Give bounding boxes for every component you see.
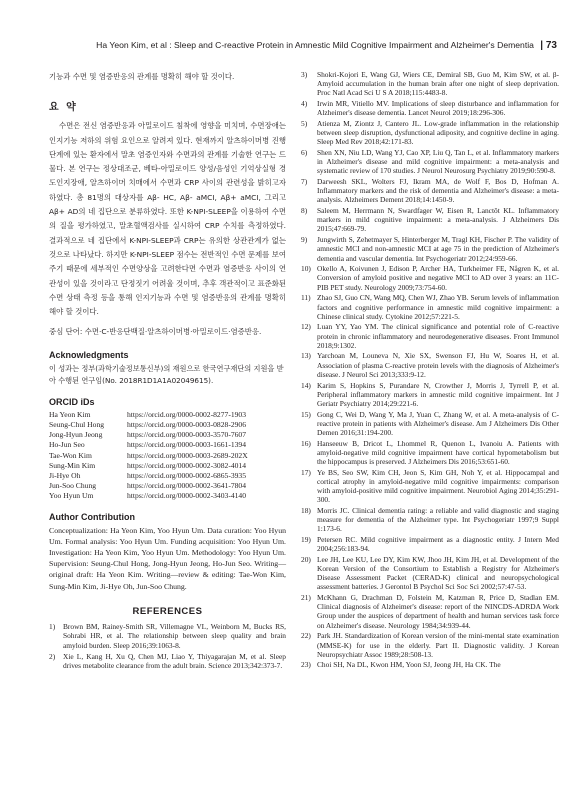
reference-item (301, 206, 559, 233)
reference-number: 13) (301, 351, 311, 361)
orcid-row (49, 420, 286, 430)
references-list-right (301, 70, 559, 670)
reference-number: 9) (301, 235, 308, 245)
reference-text: Atienza M, Ziontz J, Cantero JL. Low-grade inflammation in the relationship between sleep disruption, dysfunctional adiposity, and cognitive decline in aging. Sleep Med Rev 2018;42:171-83. (317, 118, 559, 147)
reference-number: 16) (301, 438, 311, 448)
reference-text: Darweesh SKL, Wolters FJ, Ikram MA, de Wolf F, Bos D, Hofman A. Inflammatory markers and the risk of dementia and Alzheimer's disease: a meta-analysis. Alzheimers Dement 2018;14:1450-9. (317, 177, 559, 205)
reference-item (301, 322, 559, 349)
reference-item (301, 381, 559, 408)
reference-number: 23) (301, 660, 311, 670)
reference-text: Shen XN, Niu LD, Wang YJ, Cao XP, Liu Q, Tan L, et al. Inflammatory markers in Alzheimer's disease and mild cognitive impairment: a meta-analysis and systematic review of 170 studies. J Neurol Neurosurg Psychiatry 2019;90:590-8. (317, 148, 559, 176)
reference-number: 14) (301, 380, 311, 390)
reference-text: Gong C, Wei D, Wang Y, Ma J, Yuan C, Zhang W, et al. A meta-analysis of C-reactive protein in patients with Alzheimer's disease. Am J Alzheimers Dis Other Demen 2016;31:194-200. (317, 409, 559, 437)
reference-item (49, 622, 286, 650)
reference-item (49, 652, 286, 671)
orcid-row (49, 440, 286, 450)
orcid-row (49, 461, 286, 471)
orcid-heading: ORCID iDs (49, 396, 95, 407)
reference-item (301, 506, 559, 533)
reference-text: Hanseeuw B, Dricot L, Lhommel R, Quenon L, Ivanoiu A. Patients with amyloid-negative mild cognitive impairment have cortical hypometabolism but the hippocampus is preserved. J Alzheimers Dis 2016;53:651-60. (317, 438, 559, 466)
reference-number: 5) (301, 118, 308, 128)
orcid-link[interactable]: https://orcid.org/0000-0003-2689-202X (127, 450, 248, 460)
reference-number: 21) (301, 593, 311, 603)
reference-item (301, 631, 559, 658)
orcid-author-name: Seung-Chul Hong (49, 419, 105, 429)
reference-text: Morris JC. Clinical dementia rating: a reliable and valid diagnostic and staging measure for dementia of the Alzheimer type. Int Psychogeriatr 1997;9 Suppl 1:173-6. (317, 505, 559, 534)
reference-text: Yarchoan M, Louneva N, Xie SX, Swenson FJ, Hu W, Soares H, et al. Association of plasma C-reactive protein levels with the diagnosis of Alzheimer's disease. J Neurol Sci 2013;333:9-12. (317, 351, 559, 379)
reference-text: Karim S, Hopkins S, Purandare N, Crowther J, Morris J, Tyrrell P, et al. Peripheral inflammatory markers in amnestic mild cognitive impairment. Int J Geriatr Psychiatry 2014;29:221-6. (317, 380, 559, 408)
right-column (301, 70, 559, 671)
reference-number: 20) (301, 554, 311, 564)
reference-number: 3) (301, 70, 308, 79)
orcid-table (49, 410, 286, 502)
reference-number: 17) (301, 467, 311, 477)
reference-item (301, 264, 559, 291)
orcid-author-name: Yoo Hyun Um (49, 491, 94, 501)
reference-number: 2) (49, 651, 56, 661)
orcid-row (49, 430, 286, 440)
orcid-row (49, 451, 286, 461)
running-title: Ha Yeon Kim, et al : Sleep and C-reactive Protein in Amnestic Mild Cognitive Impairment and Alzheimer's Dementia (96, 40, 534, 50)
orcid-row (49, 471, 286, 481)
intro-tail: 기능과 수면 및 염증반응의 관계를 명확히 해야 할 것이다. (49, 72, 235, 81)
reference-item (301, 99, 559, 117)
orcid-link[interactable]: https://orcid.org/0000-0002-3082-4014 (127, 460, 247, 470)
orcid-link[interactable]: https://orcid.org/0000-0003-0828-2906 (127, 419, 247, 429)
author-contribution-heading: Author Contribution (49, 511, 135, 522)
reference-number: 1) (49, 621, 56, 631)
acknowledgments-heading: Acknowledgments (49, 349, 129, 360)
author-contribution-body: Conceptualization: Ha Yeon Kim, Yoo Hyun Um. Data curation: Yoo Hyun Um. Formal analysis: Yoo Hyun Um. Funding acquisition: Yoo Hyun Um. Investigation: Ha Yeon Kim, Yoo Hyun Um. Methodology: Yoo Hyun Um. Supervision: Seung-Chul Hong, Jong-Hyun Jeong, Ho-Jun Seo. Writing—original draft: Ha Yeon Kim. Writing—review & editing: Tae-Won Kim, Sung-Min Kim, Ji-Hye Oh, Jun-Soo Chung. (49, 525, 286, 591)
reference-item (301, 70, 559, 97)
reference-number: 15) (301, 409, 311, 419)
reference-text: Saleem M, Herrmann N, Swardfager W, Eisen R, Lanctôt KL. Inflammatory markers in mild cognitive impairment: a meta-analysis. J Alzheimers Dis 2015;47:669-79. (317, 206, 559, 234)
reference-text: McKhann G, Drachman D, Folstein M, Katzman R, Price D, Stadlan EM. Clinical diagnosis of Alzheimer's disease: report of the NINCDS-ADRDA Work Group under the auspices of department of health and human services task force on Alzheimer's disease. Neurology 1984;34:939-44. (317, 593, 559, 630)
abstract-heading: 요 약 (49, 102, 78, 114)
orcid-link[interactable]: https://orcid.org/0000-0003-3570-7607 (127, 430, 247, 440)
orcid-row (49, 481, 286, 491)
orcid-author-name: Ji-Hye Oh (49, 470, 81, 480)
reference-item (301, 410, 559, 437)
reference-text: Ye BS, Seo SW, Kim CH, Jeon S, Kim GH, Noh Y, et al. Hippocampal and cortical atrophy in amyloid-negative mild cognitive impairments: comparison with amyloid-positive mild cognitive impairment. Neurobiol Aging 2014;35:291-300. (317, 467, 559, 505)
reference-text: Okello A, Koivunen J, Edison P, Archer HA, Turkheimer FE, Någren K, et al. Conversion of amyloid positive and negative MCI to AD over 3 years: an 11C-PIB PET study. Neurology 2009;73:754-60. (317, 264, 559, 292)
running-header (0, 40, 557, 54)
orcid-author-name: Sung-Min Kim (49, 460, 96, 470)
reference-text: Zhao SJ, Guo CN, Wang MQ, Chen WJ, Zhao YB. Serum levels of inflammation factors and cognitive performance in amnestic mild cognitive impairment: a Chinese clinical study. Cytokine 2012;57:221-5. (317, 293, 559, 321)
reference-item (301, 439, 559, 466)
reference-number: 11) (301, 293, 311, 303)
orcid-author-name: Ho-Jun Seo (49, 440, 85, 450)
reference-number: 18) (301, 505, 311, 515)
reference-item (301, 468, 559, 505)
reference-text: Petersen RC. Mild cognitive impairment as a diagnostic entity. J Intern Med 2004;256:183-94. (317, 535, 559, 554)
orcid-link[interactable]: https://orcid.org/0000-0002-6865-3935 (127, 470, 247, 480)
left-column (49, 70, 286, 672)
reference-number: 7) (301, 177, 308, 187)
orcid-row (49, 410, 286, 420)
reference-number: 19) (301, 535, 311, 544)
reference-text: Park JH. Standardization of Korean version of the mini-mental state examination (MMSE-K) for use in the elderly. Part II. Diagnostic validity. J Korean Neuropsychiatr Assoc 1989;28:508-13. (317, 631, 559, 659)
reference-text: Lee JH, Lee KU, Lee DY, Kim KW, Jhoo JH, Kim JH, et al. Development of the Korean Version of the Consortium to Establish a Registry for Alzheimer's Disease Assessment Packet (CERAD-K) clinical and neuropsychological assessment batteries. J Gerontol B Psychol Sci Soc Sci 2002;57:47-53. (317, 554, 559, 592)
orcid-author-name: Ha Yeon Kim (49, 409, 91, 419)
keywords: 중심 단어: 수면·C-반응단백질·알츠하이머병·아밀로이드·염증반응. (49, 327, 262, 337)
orcid-author-name: Jun-Soo Chung (49, 481, 97, 491)
reference-number: 8) (301, 206, 308, 216)
reference-text: Irwin MR, Vitiello MV. Implications of sleep disturbance and inflammation for Alzheimer's disease dementia. Lancet Neurol 2019;18:296-306. (317, 99, 559, 118)
orcid-link[interactable]: https://orcid.org/0000-0003-1661-1394 (127, 440, 247, 450)
reference-text: Jungwirth S, Zehetmayer S, Hinterberger M, Tragl KH, Fischer P. The validity of amnestic MCI and non-amnestic MCI at age 75 in the prediction of Alzheimer's dementia and vascular dementia. Int Psychogeriatr 2012;24:959-66. (317, 235, 559, 263)
reference-item (301, 351, 559, 378)
reference-text: Xie L, Kang H, Xu Q, Chen MJ, Liao Y, Thiyagarajan M, et al. Sleep drives metabolite clearance from the adult brain. Science 2013;342:373-7. (63, 651, 286, 671)
reference-text: Brown BM, Rainey-Smith SR, Villemagne VL, Weinborn M, Bucks RS, Sohrabi HR, et al. The relationship between sleep quality and brain amyloid burden. Sleep 2016;39:1063-8. (63, 621, 286, 650)
reference-item (301, 555, 559, 592)
reference-item (301, 119, 559, 146)
orcid-link[interactable]: https://orcid.org/0000-0002-3641-7804 (127, 481, 247, 491)
reference-item (301, 660, 559, 669)
reference-text: Shokri-Kojori E, Wang GJ, Wiers CE, Demiral SB, Guo M, Kim SW, et al. β-Amyloid accumulation in the human brain after one night of sleep deprivation. Proc Natl Acad Sci U S A 2018;115:4483-8. (317, 70, 559, 98)
references-heading: REFERENCES (132, 605, 203, 617)
reference-item (301, 293, 559, 320)
orcid-link[interactable]: https://orcid.org/0000-0002-8277-1903 (127, 409, 247, 419)
orcid-row (49, 491, 286, 501)
reference-number: 4) (301, 99, 308, 109)
reference-item (301, 177, 559, 204)
reference-number: 12) (301, 322, 311, 332)
reference-number: 10) (301, 264, 311, 274)
reference-text: Choi SH, Na DL, Kwon HM, Yoon SJ, Jeong JH, Ha CK. The (317, 660, 501, 670)
page-number: | 73 (540, 40, 557, 51)
reference-number: 22) (301, 631, 311, 641)
abstract-body: 수면은 전신 염증반응과 아밀로이드 침착에 영향을 미치며, 수면장애는 인지기능 저하의 위험 요인으로 알려져 있다. 현재까지 알츠하이머병 진행 단계에 있는 환자에서 말초 염증인자와 수면과의 관계를 기술한 연구는 드물다. 본 연구는 정상대조군, 베타-아밀로이드 양성/음성인 기억상실형 경도인지장애, 알츠하이머 치매에서 수면과 CRP 사이의 관련성을 밝히고자 하였다. 총 81명의 대상자를 Aβ- HC, Aβ- aMCI, Aβ+ aMCI, 그리고 Aβ+ AD의 네 집단으로 분류하였다. 또한 K-NPI-SLEEP을 이용하여 수면의 질을 평가하였고, 말초혈액검사를 실시하여 CRP 수치를 측정하였다. 결과적으로 네 집단에서 K-NPI-SLEEP과 CRP는 유의한 상관관계가 없는 것으로 나타났다. 하지만 K-NPI-SLEEP 점수는 전반적인 수면 문제를 보여주기 때문에 세부적인 수면양상을 고려한다면 수면과 염증반응 사이의 연관성이 있을 것이라고 단정짓기 어려울 것이며, 추후 객관적이고 표준화된 수면 상태 측정 등을 통해 인지기능과 수면 및 염증반응의 관계를 명확히 해야 할 것이다. (49, 121, 286, 317)
reference-text: Luan YY, Yao YM. The clinical significance and potential role of C-reactive protein in chronic inflammatory and neurodegenerative diseases. Front Immunol 2018;9:1302. (317, 322, 559, 350)
references-list-left (49, 622, 286, 671)
orcid-link[interactable]: https://orcid.org/0000-0002-3403-4140 (127, 491, 247, 501)
acknowledgments-body: 이 성과는 정부(과학기술정보통신부)의 재원으로 한국연구재단의 지원을 받아 수행된 연구임(No. 2018R1D1A1A02049615). (49, 363, 284, 385)
reference-item (301, 235, 559, 262)
orcid-author-name: Tae-Won Kim (49, 450, 92, 460)
orcid-author-name: Jong-Hyun Jeong (49, 430, 103, 440)
reference-item (301, 148, 559, 175)
reference-number: 6) (301, 148, 308, 158)
reference-item (301, 535, 559, 553)
reference-item (301, 593, 559, 630)
